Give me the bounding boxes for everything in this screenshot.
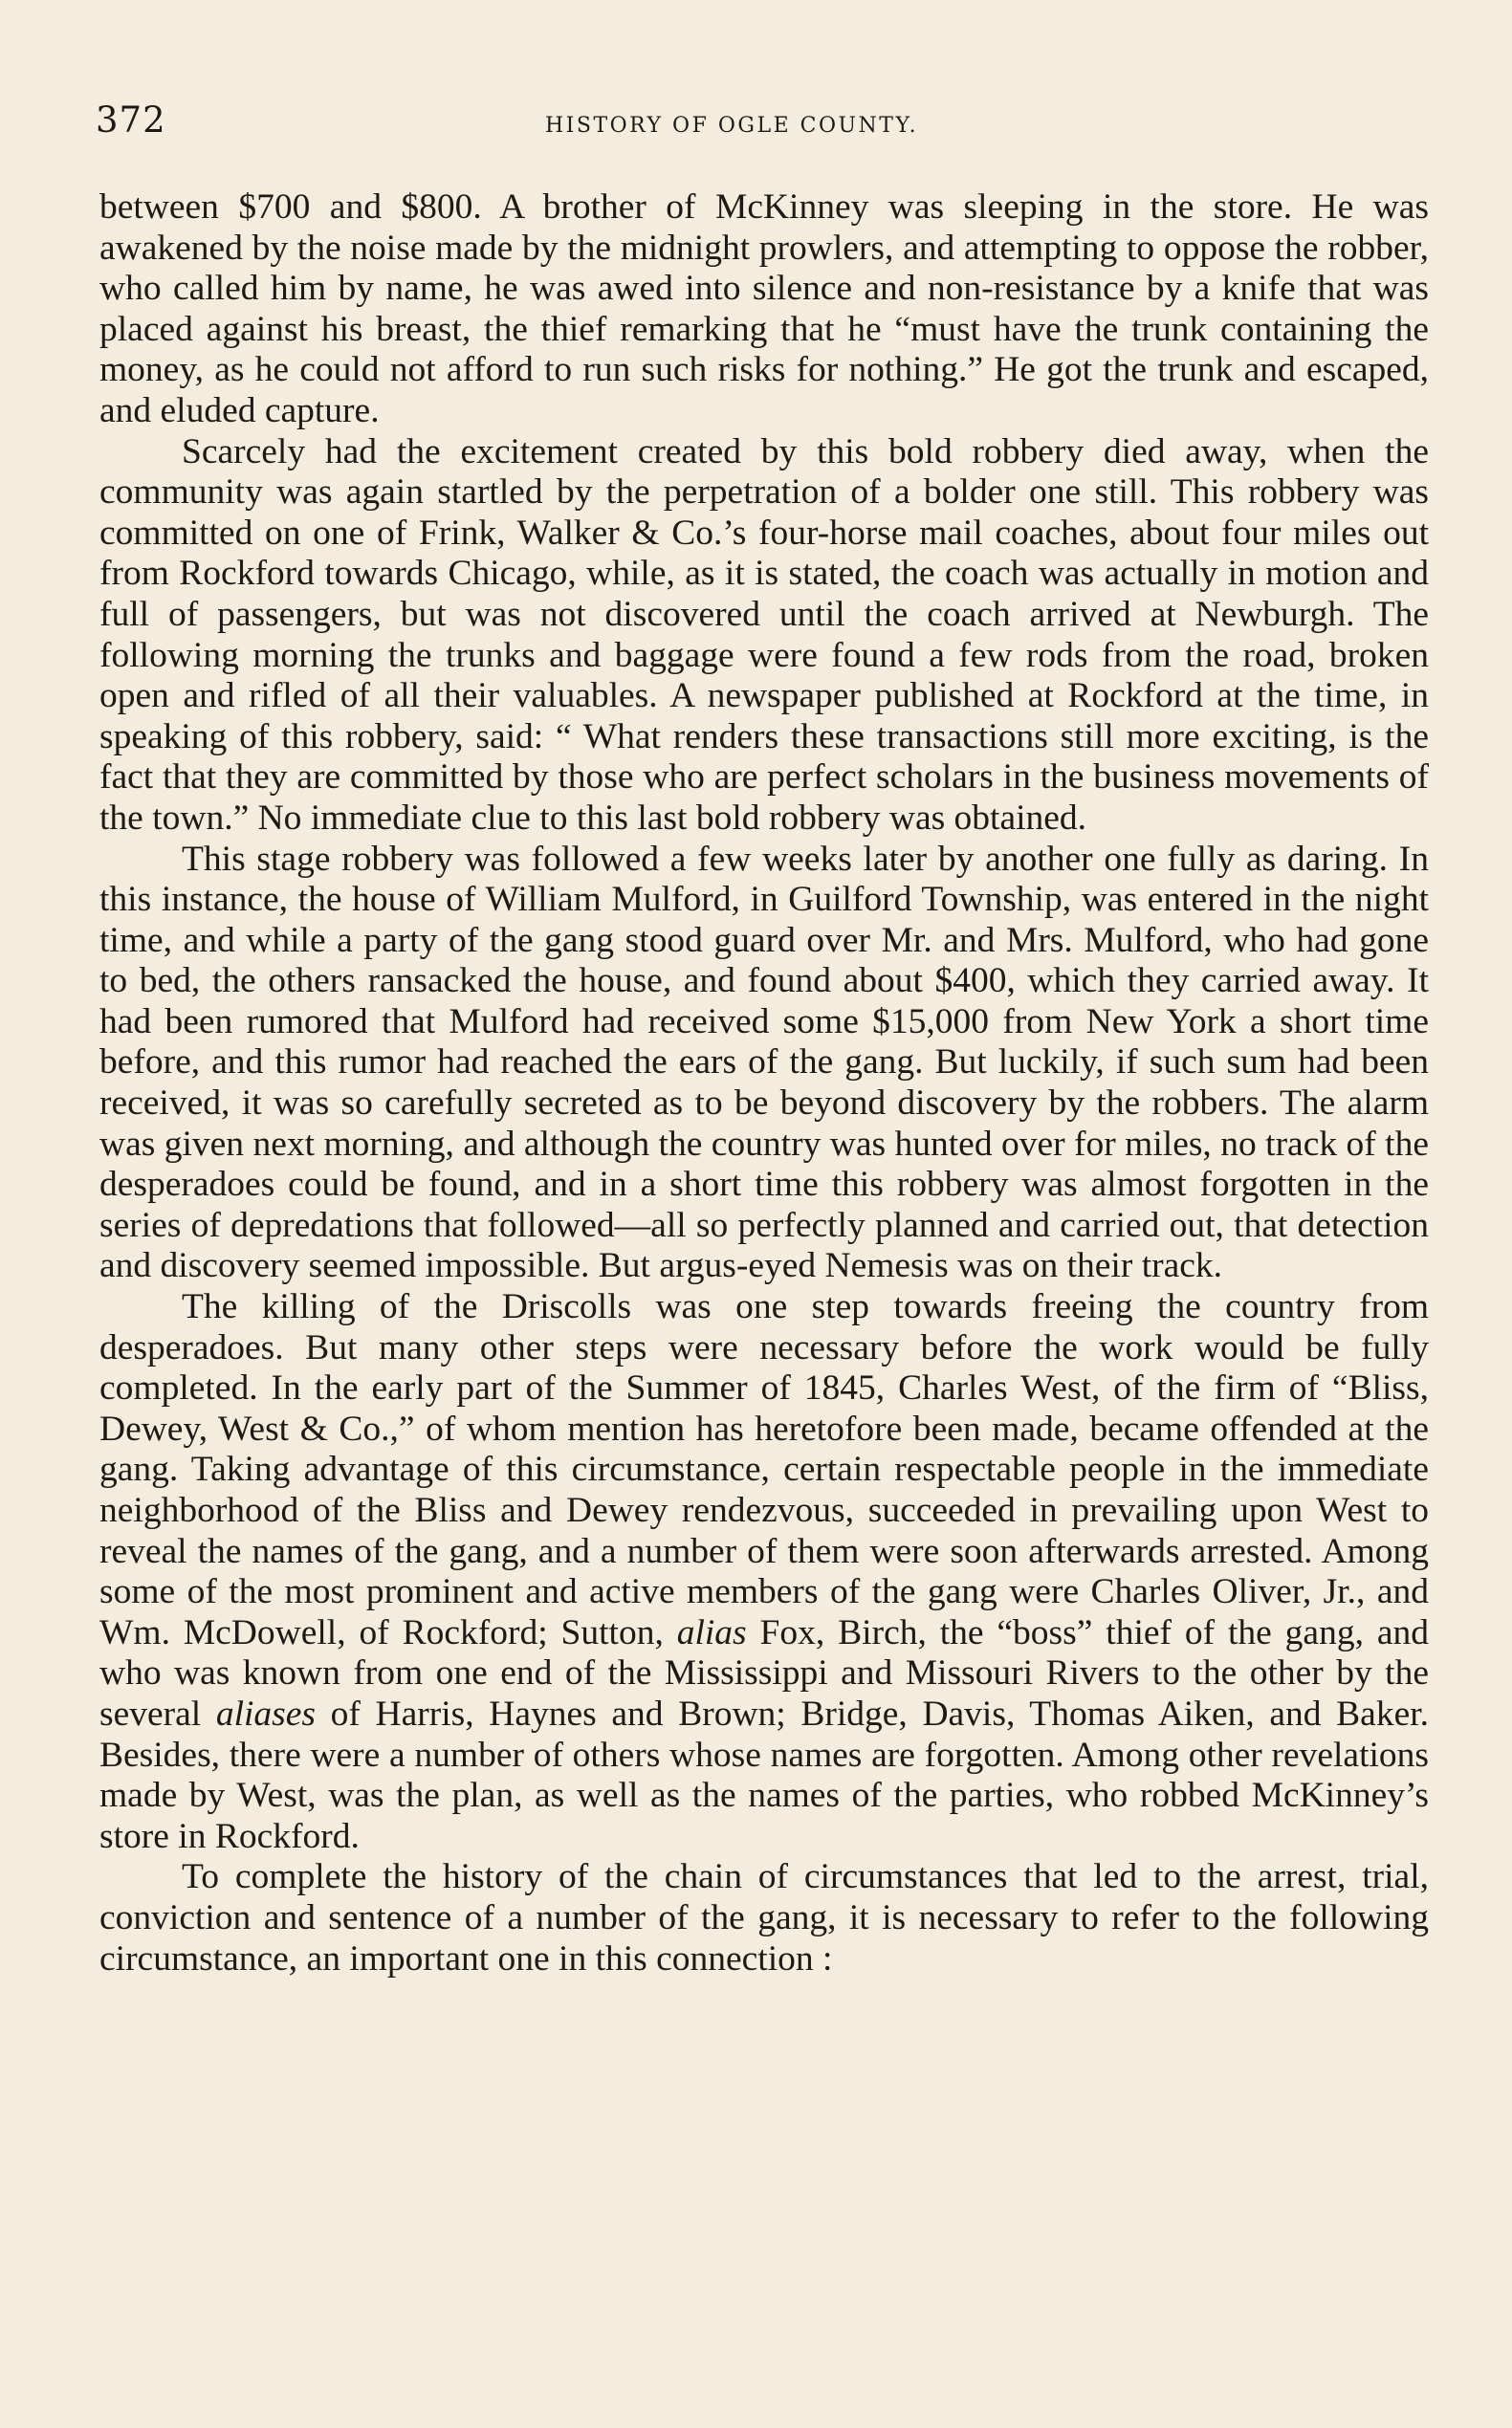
running-title: HISTORY OF OGLE COUNTY.: [545, 114, 919, 138]
paragraph-4-part-2: Fox, Birch, the “boss” thief of the gang, and who was known from one end of the Mississippi and Missouri Rivers to the other by the several: [99, 1612, 1429, 1734]
paragraph-5: To complete the history of the chain of circumstances that led to the arrest, trial, conviction and sentence of a number of the gang, it is necessary to refer to the following circumstance, an important one in this connection :: [99, 1857, 1429, 1979]
page-number: 372: [96, 99, 166, 141]
paragraph-1: between $700 and $800. A brother of McKinney was sleeping in the store. He was awakened by the noise made by the midnight prowlers, and attempting to oppose the robber, who called him by name, he was awed into silence and non-resistance by a knife that was placed against his breast, the thief remarking that he “must have the trunk containing the money, as he could not afford to run such risks for nothing.” He got the trunk and escaped, and eluded capture.: [99, 187, 1429, 430]
alias-italic: alias: [676, 1612, 747, 1652]
aliases-italic: aliases: [215, 1694, 317, 1734]
paragraph-4-part-3: of Harris, Haynes and Brown; Bridge, Davis, Thomas Aiken, and Baker. Besides, there were a number of others whose names are forgotten. Among other revelations made by West, was the plan, as well as the names of the parties, who robbed McKinney’s store in Rockford.: [99, 1694, 1430, 1856]
paragraph-2: Scarcely had the excitement created by this bold robbery died away, when the community was again startled by the perpetration of a bolder one still. This robbery was committed on one of Frink, Walker & Co.’s four-horse mail coaches, about four miles out from Rockford towards Chicago, while, as it is stated, the coach was actually in motion and full of passengers, but was not discovered until the coach arrived at Newburgh. The following morning the trunks and baggage were found a few rods from the road, broken open and rifled of all their valuables. A newspaper published at Rockford at the time, in speaking of this robbery, said: “ What renders these transactions still more exciting, is the fact that they are committed by those who are perfect scholars in the business movements of the town.” No immediate clue to this last bold robbery was obtained.: [99, 431, 1429, 838]
page-header: [96, 99, 1435, 157]
paragraph-4-part-1: The killing of the Driscolls was one step towards freeing the country from desperadoes. But many other steps were necessary before the work would be fully completed. In the early part of the Summer of 1845, Charles West, of the firm of “Bliss, Dewey, West & Co.,” of whom mention has heretofore been made, became offended at the gang. Taking advantage of this circumstance, certain respectable people in the immediate neighborhood of the Bliss and Dewey rendezvous, succeeded in prevailing upon West to reveal the names of the gang, and a number of them were soon afterwards arrested. Among some of the most prominent and active members of the gang were Charles Oliver, Jr., and Wm. McDowell, of Rockford; Sutton,: [99, 1287, 1429, 1652]
paragraph-3: This stage robbery was followed a few weeks later by another one fully as daring. In this instance, the house of William Mulford, in Guilford Township, was entered in the night time, and while a party of the gang stood guard over Mr. and Mrs. Mulford, who had gone to bed, the others ransacked the house, and found about $400, which they carried away. It had been rumored that Mulford had received some $15,000 from New York a short time before, and this rumor had reached the ears of the gang. But luckily, if such sum had been received, it was so carefully secreted as to be beyond discovery by the robbers. The alarm was given next morning, and although the country was hunted over for miles, no track of the desperadoes could be found, and in a short time this robbery was almost forgotten in the series of depredations that followed—all so perfectly planned and carried out, that detection and discovery seemed impossible. But argus-eyed Nemesis was on their track.: [99, 839, 1429, 1286]
paragraph-4: [99, 1287, 1429, 1857]
body-text: [99, 187, 1429, 1980]
